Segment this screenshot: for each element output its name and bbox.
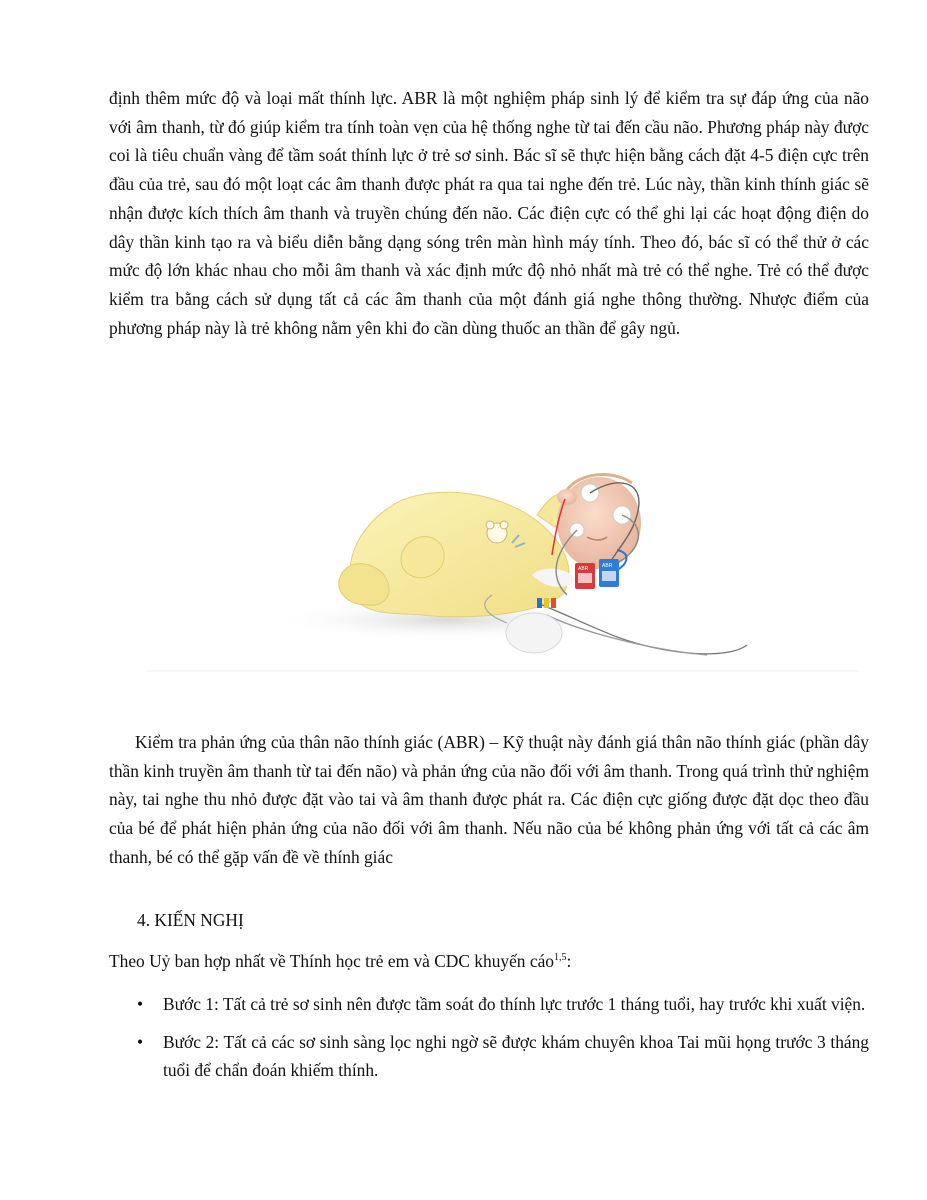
list-item: [109, 990, 869, 1019]
list-item: [109, 1028, 869, 1085]
bullet-symbol: •: [137, 994, 144, 1014]
red-abr-label: ABR: [578, 566, 589, 572]
document-page: [109, 84, 869, 342]
citation-superscript: 1,5: [553, 952, 567, 963]
list-item-text: Bước 1: Tất cả trẻ sơ sinh nên được tầm soát đo thính lực trước 1 tháng tuổi, hay trước khi xuất viện.: [163, 994, 866, 1014]
intro-suffix: :: [566, 951, 572, 971]
recommendation-list: [109, 990, 869, 1094]
figure-baby-abr-test: [147, 455, 859, 677]
paragraph-abr-technique: Kiểm tra phản ứng của thân não thính giác (ABR) – Kỹ thuật này đánh giá thân não thính giác (phần dây thần kinh truyền âm thanh từ tai đến não) và phản ứng của não đối với âm thanh. Trong quá trình thử nghiệm này, tai nghe thu nhỏ được đặt vào tai và âm thanh được phát ra. Các điện cực giống được đặt dọc theo đầu của bé để phát hiện phản ứng của não đối với âm thanh. Nếu não của bé không phản ứng với tất cả các âm thanh, bé có thể gặp vấn đề về thính giác: [109, 732, 869, 867]
recommendation-intro: [109, 951, 571, 972]
baby-abr-illustration: [147, 455, 859, 677]
intro-text: Theo Uỷ ban hợp nhất về Thính học trẻ em và CDC khuyến cáo: [109, 951, 554, 971]
blue-abr-label: ABR: [602, 563, 613, 569]
section-heading: 4. KIẾN NGHỊ: [137, 910, 244, 930]
paragraph-abr-description: định thêm mức độ và loại mất thính lực. ABR là một nghiệm pháp sinh lý để kiểm tra sự đáp ứng của não với âm thanh, từ đó giúp kiểm tra tính toàn vẹn của hệ thống nghe từ tai đến cầu não. Phương pháp này được coi là tiêu chuẩn vàng để tầm soát thính lực ở trẻ sơ sinh. Bác sĩ sẽ thực hiện bằng cách đặt 4-5 điện cực trên đầu của trẻ, sau đó một loạt các âm thanh được phát ra qua tai nghe đến trẻ. Lúc này, thần kinh thính giác sẽ nhận được kích thích âm thanh và truyền chúng đến não. Các điện cực có thể ghi lại các hoạt động điện do dây thần kinh tạo ra và biểu diễn bằng dạng sóng trên màn hình máy tính. Theo đó, bác sĩ có thể thử ở các mức độ lớn khác nhau cho mỗi âm thanh và xác định mức độ nhỏ nhất mà trẻ có thể nghe. Trẻ có thể được kiểm tra bằng cách sử dụng tất cả các âm thanh của một đánh giá nghe thông thường. Nhược điểm của phương pháp này là trẻ không nằm yên khi đo cần dùng thuốc an thần để gây ngủ.: [109, 88, 869, 338]
abr-hub-device: [506, 613, 562, 653]
bullet-symbol: •: [137, 1031, 144, 1052]
list-item-text: Bước 2: Tất cả các sơ sinh sàng lọc nghi ngờ sẽ được khám chuyên khoa Tai mũi họng trước 3 tháng tuổi để chẩn đoán khiếm thính.: [163, 1031, 869, 1081]
